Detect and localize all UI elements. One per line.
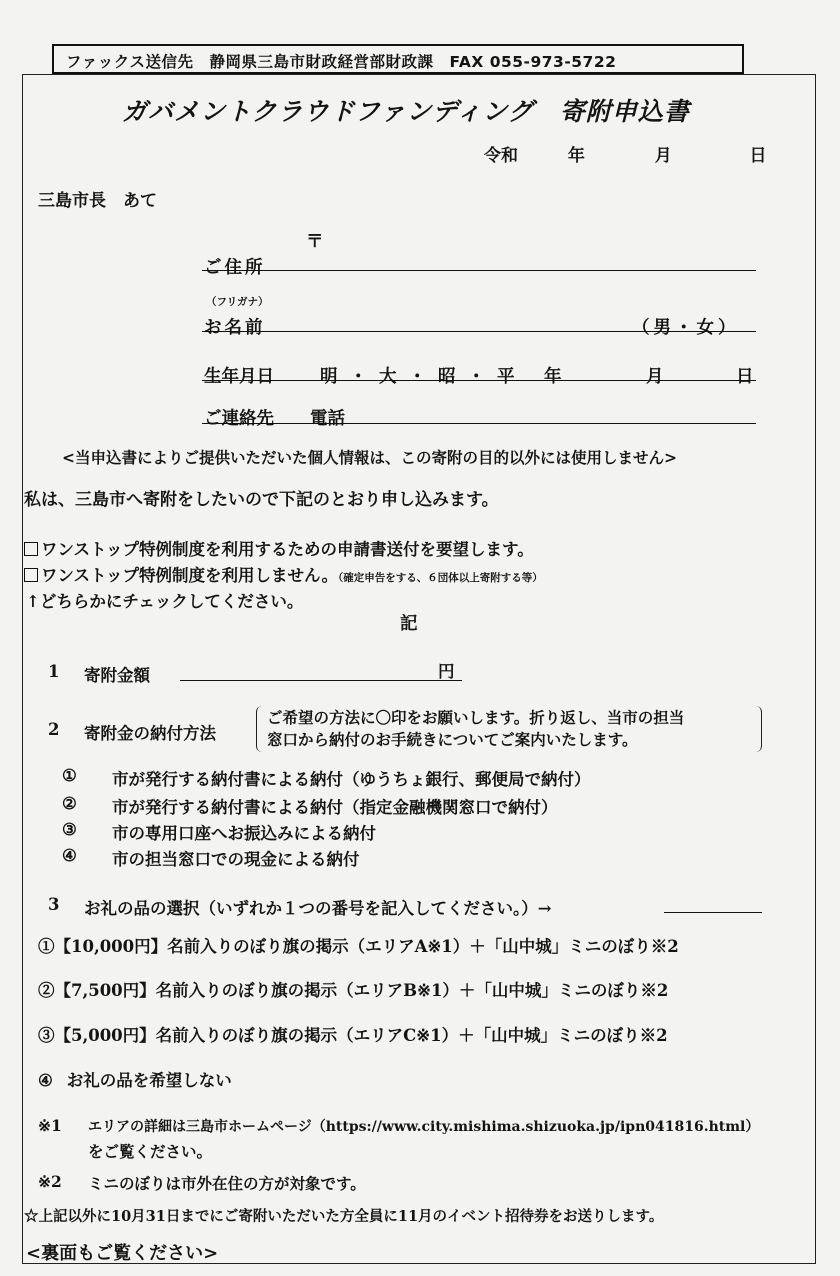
statement: 私は、三島市へ寄附をしたいので下記のとおり申し込みます。 xyxy=(24,490,499,510)
method-1-num[interactable]: ① xyxy=(62,766,77,785)
contact-label: ご連絡先 xyxy=(204,409,274,429)
gift-1 xyxy=(38,933,679,957)
ki-mark: 記 xyxy=(400,614,418,634)
gift-4-num: ④ xyxy=(38,1071,53,1090)
gift-3 xyxy=(38,1022,668,1046)
note2-mark: ※2 xyxy=(38,1172,62,1191)
method-3-text: 市の専用口座へお振込みによる納付 xyxy=(112,824,376,843)
footer-note: <裏面もご覧ください> xyxy=(26,1243,219,1264)
event-note: ☆上記以外に10月31日までにご寄附いただいた方全員に11月のイベント招待券をお送りします。 xyxy=(24,1208,664,1225)
birthdate-label: 生年月日 xyxy=(204,367,274,387)
checkbox-label-2: ワンストップ特例制度を利用しません。 xyxy=(41,566,338,585)
birth-year: 年 xyxy=(544,367,562,387)
note1-mark: ※1 xyxy=(38,1116,62,1135)
note1-text2: をご覧ください。 xyxy=(88,1142,213,1161)
birthdate-field[interactable] xyxy=(202,380,756,381)
section1-unit: 円 xyxy=(438,662,455,681)
date-day[interactable]: 日 xyxy=(749,146,767,166)
date-era: 令和 xyxy=(484,146,518,166)
payment-instruction-box xyxy=(256,706,762,752)
date-month[interactable]: 月 xyxy=(654,146,672,166)
phone-field[interactable] xyxy=(202,423,756,424)
checkbox-instruction: ↑どちらかにチェックしてください。 xyxy=(26,592,304,611)
checkbox-row-2 xyxy=(24,562,543,586)
gift-4 xyxy=(38,1067,232,1091)
gift-2 xyxy=(38,977,668,1001)
note2-text: ミニのぼりは市外在住の方が対象です。 xyxy=(88,1174,366,1193)
gift-2-amount: 【7,500円】 xyxy=(54,981,156,1000)
method-2-text: 市が発行する納付書による納付（指定金融機関窓口で納付） xyxy=(112,798,558,817)
page-title: ガバメントクラウドファンディング 寄附申込書 xyxy=(122,97,690,126)
birth-month: 月 xyxy=(646,367,664,387)
bracket-line-1: ご希望の方法に〇印をお願いします。折り返し、当市の担当 xyxy=(267,708,685,727)
onestop-checkbox-2[interactable] xyxy=(24,568,38,582)
addressee: 三島市長 あて xyxy=(38,191,157,211)
section2-label: 寄附金の納付方法 xyxy=(84,724,216,743)
gift-2-text: 名前入りのぼり旗の掲示（エリアB※1）＋「山中城」ミニのぼり※2 xyxy=(155,981,669,1000)
gift-number-field[interactable] xyxy=(664,912,762,913)
name-label: お名前 xyxy=(204,318,266,338)
date-year[interactable]: 年 xyxy=(567,146,585,166)
onestop-checkbox-1[interactable] xyxy=(24,542,38,556)
section3-label: お礼の品の選択（いずれか１つの番号を記入してください。）→ xyxy=(84,899,552,918)
gift-2-num: ② xyxy=(38,981,55,1000)
gift-3-text: 名前入りのぼり旗の掲示（エリアC※1）＋「山中城」ミニのぼり※2 xyxy=(155,1026,668,1045)
note1-text[interactable]: エリアの詳細は三島市ホームページ（https://www.city.mishima.shizuoka.jp/ipn041816.html） xyxy=(88,1119,760,1135)
gift-1-text: 名前入りのぼり旗の掲示（エリアA※1）＋「山中城」ミニのぼり※2 xyxy=(167,937,679,956)
furigana-label: （フリガナ） xyxy=(206,296,269,308)
method-3-num[interactable]: ③ xyxy=(62,820,77,839)
section3-num: 3 xyxy=(48,895,60,914)
gift-4-text: お礼の品を希望しない xyxy=(66,1071,232,1090)
gift-3-num: ③ xyxy=(38,1026,55,1045)
fax-header: ファックス送信先 静岡県三島市財政経営部財政課 FAX 055-973-5722 xyxy=(52,44,744,74)
checkbox-note-2: （確定申告をする、６団体以上寄附する等） xyxy=(338,572,543,584)
section2-num: 2 xyxy=(48,720,60,739)
method-1-text: 市が発行する納付書による納付（ゆうちょ銀行、郵便局で納付） xyxy=(112,770,591,789)
method-4-num[interactable]: ④ xyxy=(62,846,77,865)
name-field[interactable] xyxy=(202,331,756,332)
section1-num: 1 xyxy=(48,662,60,681)
date-line xyxy=(484,141,767,166)
gift-1-num: ① xyxy=(38,937,55,956)
method-2-num[interactable]: ② xyxy=(62,794,77,813)
checkbox-row-1 xyxy=(24,536,534,560)
privacy-note: <当申込書によりご提供いただいた個人情報は、この寄附の目的以外には使用しません> xyxy=(62,448,677,467)
address-label: ご住所 xyxy=(204,258,266,278)
birth-day: 日 xyxy=(736,367,754,387)
gender-options[interactable]: （男・女） xyxy=(632,318,740,338)
section1-label: 寄附金額 xyxy=(84,666,150,685)
postal-mark: 〒 xyxy=(306,232,324,252)
gift-1-amount: 【10,000円】 xyxy=(54,937,168,956)
bracket-line-2: 窓口から納付のお手続きについてご案内いたします。 xyxy=(267,730,638,749)
era-options[interactable]: 明・大・昭・平 xyxy=(320,367,527,387)
address-field[interactable] xyxy=(202,270,756,271)
checkbox-label-1: ワンストップ特例制度を利用するための申請書送付を要望します。 xyxy=(41,540,534,559)
phone-label: 電話 xyxy=(310,409,345,429)
gift-3-amount: 【5,000円】 xyxy=(54,1026,156,1045)
amount-field[interactable] xyxy=(180,680,462,681)
method-4-text: 市の担当窓口での現金による納付 xyxy=(112,850,360,869)
